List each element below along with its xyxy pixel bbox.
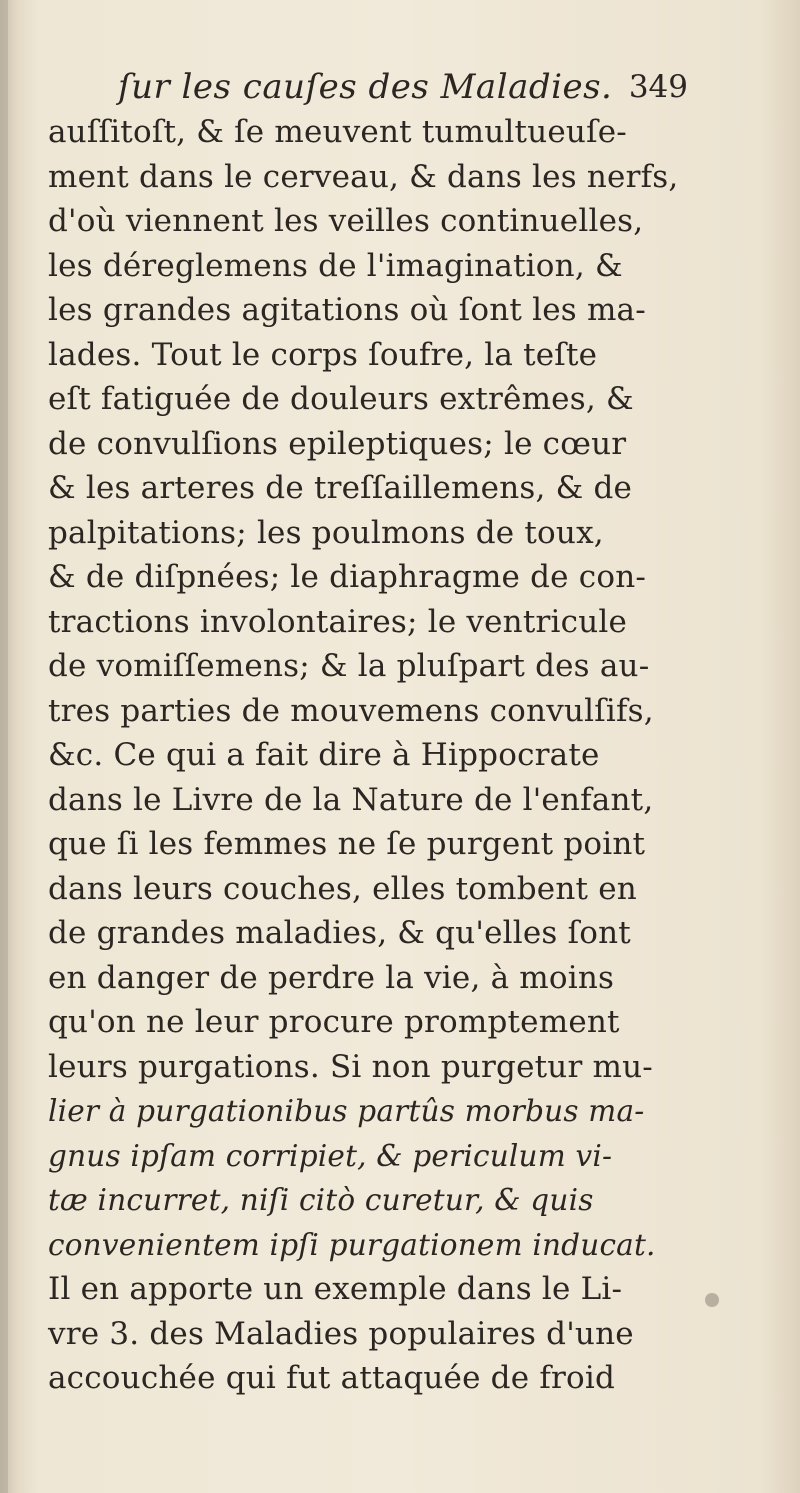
- text-line: Il en apporte un exemple dans le Li-: [48, 1271, 623, 1307]
- latin-quote-line: tæ incurret, niſi citò curetur, & quis: [48, 1183, 594, 1217]
- text-line: d'où viennent les veilles continuelles,: [48, 203, 644, 239]
- text-line: de grandes maladies, & qu'elles ſont: [48, 915, 631, 951]
- text-line: qu'on ne leur procure promptement: [48, 1004, 620, 1040]
- text-line: vre 3. des Maladies populaires d'une: [48, 1315, 634, 1352]
- page-number: 349: [628, 69, 688, 105]
- text-line: lades. Tout le corps ſoufre, la teſte: [48, 336, 598, 373]
- body-text: [48, 110, 688, 1401]
- text-line: leurs purgations. Si non purgetur mu-: [48, 1048, 653, 1085]
- text-line: tractions involontaires; le ventricule: [48, 603, 628, 640]
- text-line: auſſitoſt, & ſe meuvent tumultueuſe-: [48, 114, 627, 150]
- text-line: palpitations; les poulmons de toux,: [48, 514, 604, 551]
- running-title: ſur les cauſes des Maladies.: [118, 67, 613, 107]
- text-line: les déreglemens de l'imagination, &: [48, 247, 623, 284]
- text-line: en danger de perdre la vie, à moins: [48, 959, 615, 996]
- text-line: dans le Livre de la Nature de l'enfant,: [48, 781, 654, 818]
- text-line: eſt fatiguée de douleurs extrêmes, &: [48, 381, 634, 417]
- latin-quote-line: convenientem ipſi purgationem inducat.: [48, 1227, 656, 1262]
- text-line: de convulſions epileptiques; le cœur: [48, 425, 627, 462]
- text-line: que ſi les femmes ne ſe purgent point: [48, 826, 646, 862]
- text-line: accouchée qui fut attaquée de froid: [48, 1360, 616, 1396]
- text-line: & de diſpnées; le diaphragme de con-: [48, 559, 647, 595]
- text-line: les grandes agitations où ſont les ma-: [48, 292, 646, 328]
- latin-quote-line: lier à purgationibus partûs morbus ma-: [48, 1094, 645, 1128]
- page-header: [118, 62, 688, 112]
- text-line: & les arteres de treſſaillemens, & de: [48, 470, 633, 506]
- latin-quote-line: gnus ipſam corripiet, & periculum vi-: [48, 1138, 613, 1173]
- text-line: dans leurs couches, elles tombent en: [48, 870, 637, 907]
- text-line: &c. Ce qui a fait dire à Hippocrate: [48, 737, 600, 773]
- text-line: ment dans le cerveau, & dans les nerfs,: [48, 158, 679, 195]
- text-line: de vomiſſemens; & la pluſpart des au-: [48, 648, 650, 684]
- text-line: tres parties de mouvemens convulſifs,: [48, 692, 654, 729]
- ink-smudge: [705, 1293, 719, 1307]
